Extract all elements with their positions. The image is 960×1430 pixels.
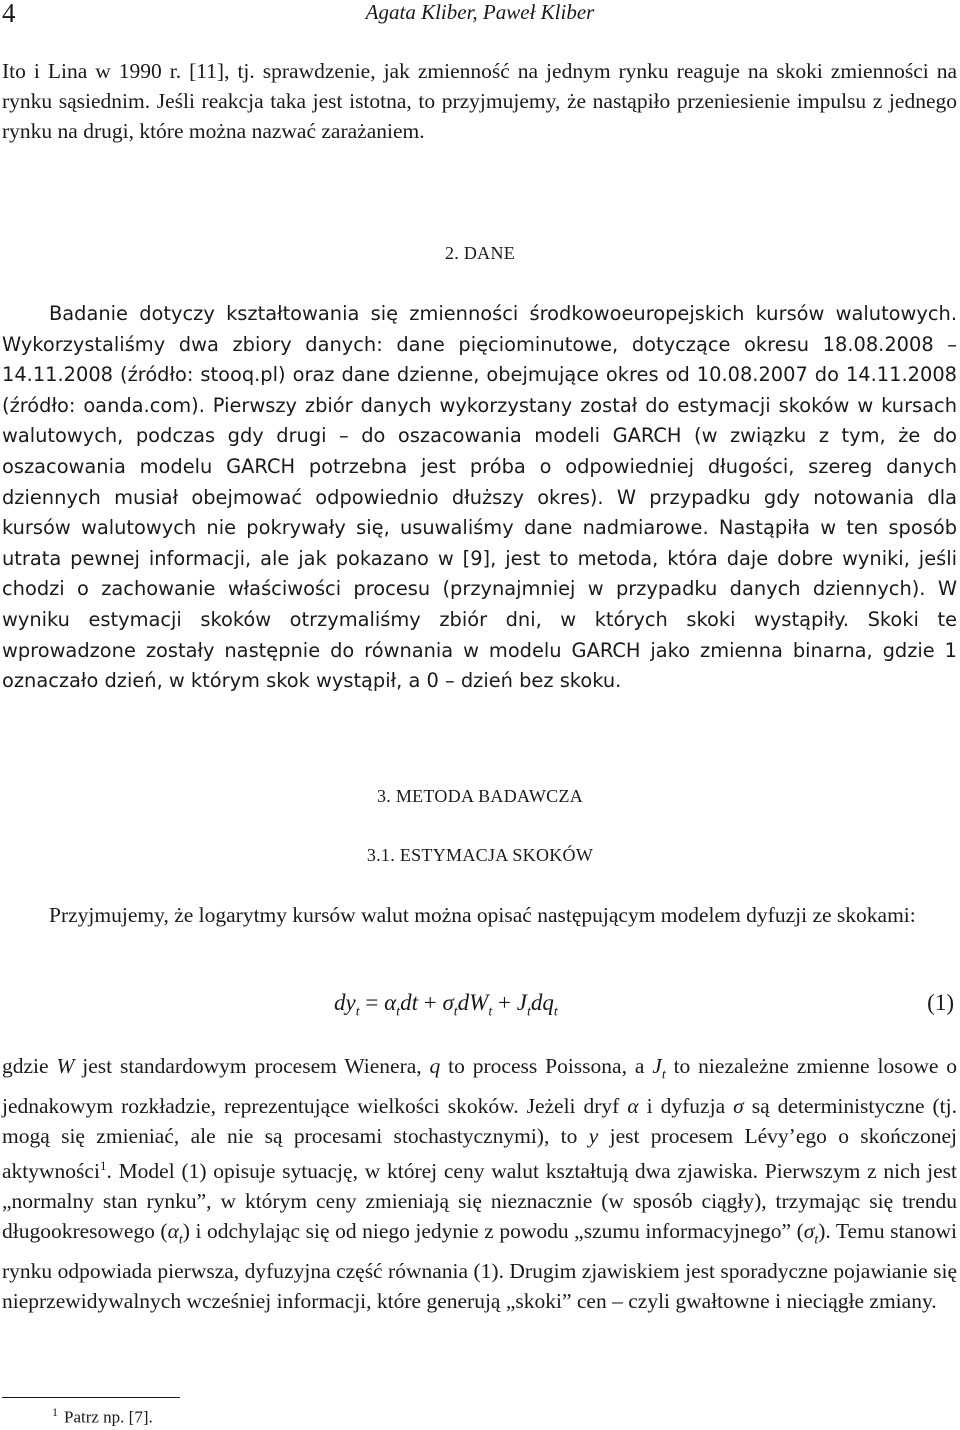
text-run: i dyfuzja: [638, 1093, 734, 1118]
math-sub: t: [814, 1232, 819, 1248]
text-run: ) i odchylając się od niego jedynie z powodu „szumu informacyjnego” (: [182, 1219, 804, 1244]
subsection-heading-estymacja: 3.1. ESTYMACJA SKOKÓW: [366, 845, 594, 865]
eq-plus: +: [492, 990, 517, 1015]
eq-plus: +: [417, 990, 443, 1015]
text-run: jest standardowym procesem Wienera,: [74, 1054, 430, 1078]
text-run: jest procesem Lévy’ego o skończonej aktywności: [2, 1123, 957, 1184]
eq-sub: t: [526, 1004, 531, 1020]
model-description-paragraph: [2, 1051, 957, 1316]
model-intro-paragraph: Przyjmujemy, że logarytmy kursów walut można opisać następującym modelem dyfuzji ze skokami:: [49, 903, 916, 927]
math-alpha: α: [627, 1093, 639, 1118]
math-sigma: σ: [803, 1219, 815, 1244]
eq-dw: dW: [457, 990, 489, 1015]
math-y: y: [588, 1123, 599, 1148]
page-header: [0, 0, 960, 36]
math-alpha: α: [167, 1219, 179, 1244]
text-run: gdzie: [2, 1054, 57, 1078]
running-head: Agata Kliber, Paweł Kliber: [365, 0, 595, 24]
section-dane-paragraph: Badanie dotyczy kształtowania się zmienności środkowoeuropejskich kursów walutowych. Wykorzystaliśmy dwa zbiory danych: dane pięciominutowe, dotyczące okresu 18.08.2008 – 14.11.2008 (źródło: stooq.pl) oraz dane dzienne, obejmujące okres od 10.08.2007 do 14.11.2008 (źródło: oanda.com). Pierwszy zbiór danych wykorzystany został do estymacji skoków w kursach walutowych, podczas gdy drugi – do oszacowania modeli GARCH (w związku z tym, że do oszacowania modelu GARCH potrzebna jest próba o odpowiedniej długości, szereg danych dziennych musiał obejmować odpowiednio dłuższy okres). W przypadku gdy notowania dla kursów walutowych nie pokrywały się, usuwaliśmy dane nadmiarowe. Nastąpiła w ten sposób utrata pewnej informacji, ale jak pokazano w [9], jest to metoda, która daje dobre wyniki, jeśli chodzi o zachowanie właściwości procesu (przynajmniej w przypadku danych dziennych). W wyniku estymacji skoków otrzymaliśmy zbiór dni, w których skoki wystąpiły. Skoki te wprowadzone zostały następnie do równania w modelu GARCH jako zmienna binarna, gdzie 1 oznaczało dzień, w którym skok wystąpił, a 0 – dzień bez skoku.: [2, 302, 957, 693]
section-heading-metoda: 3. METODA BADAWCZA: [376, 786, 584, 806]
footnote-rule: [2, 1397, 180, 1398]
page-number: 4: [2, 0, 16, 28]
footnote-text: Patrz np. [7].: [64, 1407, 153, 1427]
text-run: . Model (1) opisuje sytuację, w której ceny walut kształtują dwa zjawiska. Pierwszym z nich jest „normalny stan rynku”, w którym ceny zmieniają się nieznacznie (w sposób ciągły), trzymając się trendu długookresowego (: [2, 1159, 957, 1244]
footnote: [52, 1405, 153, 1428]
equation-1: [0, 990, 960, 1024]
equation-number: (1): [927, 990, 954, 1015]
text-run: to process Poissona, a: [440, 1054, 653, 1078]
math-j: J: [652, 1054, 662, 1078]
math-alpha-t: [167, 1219, 183, 1248]
math-sigma: σ: [733, 1093, 744, 1118]
math-sub: t: [178, 1232, 183, 1248]
eq-sigma: σ: [442, 990, 454, 1015]
eq-dq: dq: [530, 990, 554, 1015]
eq-sub: t: [553, 1004, 558, 1020]
footnote-ref[interactable]: 1: [99, 1157, 107, 1173]
eq-dt: dt: [400, 990, 418, 1015]
math-jt: [652, 1054, 666, 1083]
math-w: W: [56, 1054, 75, 1078]
intro-paragraph: Ito i Lina w 1990 r. [11], tj. sprawdzenie, jak zmienność na jednym rynku reaguje na skoki zmienności na rynku sąsiednim. Jeśli reakcja taka jest istotna, to przyjmujemy, że nastąpiło przeniesienie impulsu z jednego rynku na drugi, które można nazwać zarażaniem.: [2, 59, 957, 144]
text-run: są deterministyczne (tj. mogą się zmieniać, ale nie są procesami stochastycznymi), to: [2, 1093, 958, 1148]
eq-sub: t: [453, 1004, 458, 1020]
math-q: q: [429, 1054, 441, 1078]
eq-dy: dy: [334, 990, 356, 1015]
eq-sub: t: [355, 1004, 360, 1020]
math-sigma-t: [803, 1219, 819, 1248]
eq-equals: =: [359, 990, 385, 1015]
math-sub: t: [661, 1067, 666, 1083]
equation-body: [334, 990, 558, 1021]
section-heading-dane: 2. DANE: [444, 243, 516, 263]
eq-sub: t: [396, 1004, 401, 1020]
text-run: to niezależne zmienne losowe o jednakowym rozkładzie, reprezentujące wielkości skoków. Jeżeli dryf: [2, 1054, 958, 1118]
eq-j: J: [516, 990, 527, 1015]
eq-alpha: α: [384, 990, 397, 1015]
eq-sub: t: [488, 1004, 493, 1020]
footnote-marker: 1: [52, 1405, 58, 1419]
text-run: ). Temu stanowi rynku odpowiada pierwsza, dyfuzyjna część równania (1). Drugim zjawiskiem jest sporadyczne pojawianie się nieprzewidywalnych wcześniej informacji, które generują „skoki” cen – czyli gwałtowne i nieciągłe zmiany.: [2, 1219, 957, 1314]
